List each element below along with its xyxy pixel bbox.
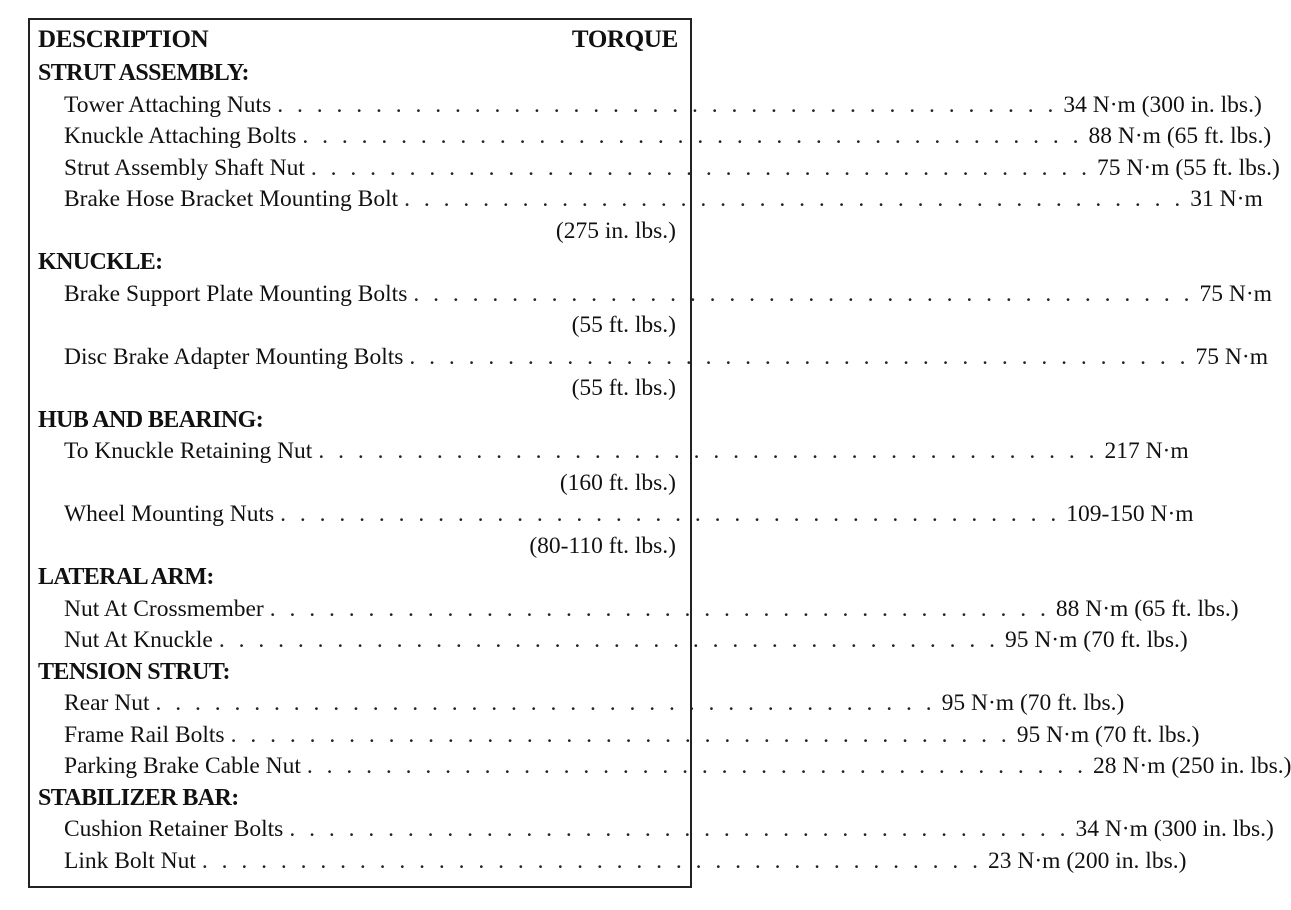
leader-dots: . . . . . . . . . . . . . . . . . . . . . . . . . . . . . . . . . . . . . . . . bbox=[302, 123, 1083, 149]
spec-label: Nut At Crossmember bbox=[64, 595, 264, 622]
spec-value: 75 N·m bbox=[1195, 343, 1268, 370]
spec-value: 95 N·m (70 ft. lbs.) bbox=[1016, 721, 1200, 748]
spec-value: 75 N·m bbox=[1199, 280, 1272, 307]
spec-value: 95 N·m (70 ft. lbs.) bbox=[941, 690, 1125, 716]
spec-label: Wheel Mounting Nuts bbox=[64, 501, 275, 527]
leader-dots: . . . . . . . . . . . . . . . . . . . . . . . . . . . . . . . . . . . . . . . . bbox=[289, 816, 1070, 842]
spec-value: 217 N·m bbox=[1104, 438, 1189, 464]
leader-dots: . . . . . . . . . . . . . . . . . . . . . . . . . . . . . . . . . . . . . . . . bbox=[413, 280, 1194, 307]
spec-label: Cushion Retainer Bolts bbox=[64, 816, 284, 842]
leader-dots: . . . . . . . . . . . . . . . . . . . . . . . . . . . . . . . . . . . . . . . . bbox=[318, 438, 1099, 464]
spec-value: 34 N·m (300 in. lbs.) bbox=[1075, 816, 1274, 842]
spec-label: Knuckle Attaching Bolts bbox=[64, 123, 297, 149]
description-heading: DESCRIPTION bbox=[38, 26, 209, 53]
spec-row bbox=[64, 341, 1268, 373]
spec-row bbox=[64, 183, 1263, 215]
spec-row bbox=[64, 687, 1125, 719]
spec-value-continued: (275 in. lbs.) bbox=[555, 217, 676, 244]
spec-value: 31 N·m bbox=[1190, 186, 1263, 212]
spec-label: Link Bolt Nut bbox=[64, 847, 196, 874]
spec-label: Nut At Knuckle bbox=[64, 627, 213, 653]
leader-dots: . . . . . . . . . . . . . . . . . . . . . . . . . . . . . . . . . . . . . . . . bbox=[404, 186, 1185, 212]
spec-label: Frame Rail Bolts bbox=[64, 721, 225, 748]
spec-label: Brake Support Plate Mounting Bolts bbox=[64, 280, 408, 307]
section-title: KNUCKLE: bbox=[38, 249, 163, 275]
spec-row bbox=[64, 120, 1272, 152]
spec-label: Brake Hose Bracket Mounting Bolt bbox=[64, 186, 399, 212]
section-title: TENSION STRUT: bbox=[38, 658, 230, 685]
leader-dots: . . . . . . . . . . . . . . . . . . . . . . . . . . . . . . . . . . . . . . . . bbox=[310, 154, 1092, 181]
spec-value: 88 N·m (65 ft. lbs.) bbox=[1088, 123, 1272, 149]
spec-row bbox=[64, 624, 1188, 656]
spec-row bbox=[64, 498, 1194, 530]
spec-row bbox=[64, 89, 1262, 121]
spec-row bbox=[64, 845, 1187, 877]
leader-dots: . . . . . . . . . . . . . . . . . . . . . . . . . . . . . . . . . . . . . . . . bbox=[201, 847, 982, 874]
leader-dots: . . . . . . . . . . . . . . . . . . . . . . . . . . . . . . . . . . . . . . . . bbox=[280, 501, 1061, 527]
leader-dots: . . . . . . . . . . . . . . . . . . . . . . . . . . . . . . . . . . . . . . . . bbox=[155, 690, 936, 716]
spec-row bbox=[64, 152, 1280, 184]
spec-label: Disc Brake Adapter Mounting Bolts bbox=[64, 343, 404, 370]
spec-row bbox=[64, 719, 1200, 751]
spec-value-continued: (80-110 ft. lbs.) bbox=[529, 532, 676, 559]
spec-value: 95 N·m (70 ft. lbs.) bbox=[1004, 627, 1188, 653]
spec-label: Rear Nut bbox=[64, 690, 150, 716]
spec-label: Parking Brake Cable Nut bbox=[64, 753, 301, 779]
spec-label: Strut Assembly Shaft Nut bbox=[64, 154, 305, 181]
leader-dots: . . . . . . . . . . . . . . . . . . . . . . . . . . . . . . . . . . . . . . . . bbox=[277, 91, 1058, 118]
torque-heading: TORQUE bbox=[571, 26, 678, 53]
spec-row bbox=[64, 435, 1189, 467]
table-header bbox=[38, 26, 678, 54]
leader-dots: . . . . . . . . . . . . . . . . . . . . . . . . . . . . . . . . . . . . . . . . bbox=[306, 753, 1088, 779]
section-title: STRUT ASSEMBLY: bbox=[38, 60, 249, 86]
spec-value: 88 N·m (65 ft. lbs.) bbox=[1055, 595, 1239, 622]
section-title: STABILIZER BAR: bbox=[38, 784, 239, 811]
leader-dots: . . . . . . . . . . . . . . . . . . . . . . . . . . . . . . . . . . . . . . . . bbox=[269, 595, 1050, 622]
spec-row bbox=[64, 750, 1291, 782]
spec-row bbox=[64, 813, 1274, 845]
spec-value-continued: (160 ft. lbs.) bbox=[559, 469, 676, 496]
spec-label: To Knuckle Retaining Nut bbox=[64, 438, 313, 464]
spec-value-continued: (55 ft. lbs.) bbox=[571, 312, 676, 338]
spec-value: 75 N·m (55 ft. lbs.) bbox=[1097, 154, 1280, 181]
spec-row bbox=[64, 278, 1272, 310]
spec-label: Tower Attaching Nuts bbox=[64, 91, 272, 118]
spec-value: 109-150 N·m bbox=[1066, 501, 1194, 527]
spec-value: 28 N·m (250 in. lbs.) bbox=[1093, 753, 1291, 779]
leader-dots: . . . . . . . . . . . . . . . . . . . . . . . . . . . . . . . . . . . . . . . . bbox=[218, 627, 999, 653]
leader-dots: . . . . . . . . . . . . . . . . . . . . . . . . . . . . . . . . . . . . . . . . bbox=[230, 721, 1011, 748]
section-title: HUB AND BEARING: bbox=[38, 406, 264, 433]
leader-dots: . . . . . . . . . . . . . . . . . . . . . . . . . . . . . . . . . . . . . . . . bbox=[409, 343, 1190, 370]
spec-value-continued: (55 ft. lbs.) bbox=[571, 375, 676, 401]
section-title: LATERAL ARM: bbox=[38, 564, 214, 590]
spec-row bbox=[64, 593, 1239, 625]
spec-value: 34 N·m (300 in. lbs.) bbox=[1063, 91, 1262, 118]
spec-value: 23 N·m (200 in. lbs.) bbox=[988, 847, 1187, 874]
